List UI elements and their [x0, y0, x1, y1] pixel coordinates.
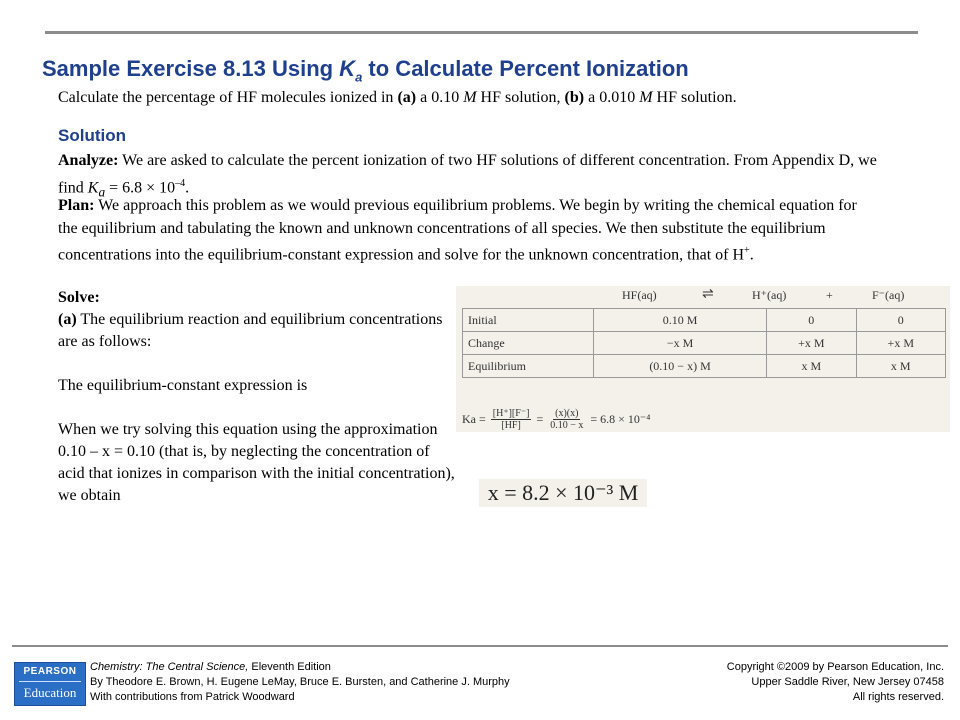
solve-part-a-text: The equilibrium reaction and equilibrium concentrations are as follows: — [58, 311, 443, 350]
plan-end: . — [749, 246, 754, 264]
footer-book-title: Chemistry: The Central Science, — [90, 661, 249, 673]
title-post: to Calculate Percent Ionization — [362, 56, 689, 81]
plan-superscript: + — [744, 245, 750, 256]
analyze-k: K — [87, 178, 99, 196]
ka-fraction-1 — [491, 408, 532, 431]
result-equation: x = 8.2 × 10⁻³ M — [479, 479, 647, 507]
cell-h: x M — [767, 355, 856, 378]
ka-expression-figure — [456, 402, 950, 432]
solve-label: Solve: — [58, 289, 100, 306]
footer-copyright — [727, 660, 944, 705]
q-part-a: (a) — [397, 89, 417, 106]
ka-denominator-2: 0.10 − x — [550, 420, 584, 431]
reaction-f: F⁻(aq) — [872, 288, 905, 302]
title-exercise-number: Sample Exercise 8.13 — [42, 56, 266, 81]
q-text-5: HF solution. — [652, 89, 737, 106]
analyze-value: = 6.8 × 10 — [105, 178, 176, 196]
logo-bottom-text: Education — [23, 685, 77, 700]
footer-authors: By Theodore E. Brown, H. Eugene LeMay, Bruce E. Bursten, and Catherine J. Murphy — [90, 676, 510, 688]
footer-edition: Eleventh Edition — [248, 661, 331, 673]
table-row — [463, 332, 946, 355]
footer-citation — [90, 660, 510, 705]
analyze-label: Analyze: — [58, 152, 119, 169]
analyze-text: We are asked to calculate the percent ionization of two HF solutions of different concentration. From Appendix D, we find — [58, 152, 877, 196]
cell-f: 0 — [856, 309, 945, 332]
solve-expression-text: The equilibrium-constant expression is — [58, 377, 308, 394]
title-k-sub: a — [355, 69, 363, 85]
cell-hf: −x M — [594, 332, 767, 355]
title-k: K — [339, 56, 356, 81]
ka-equals: = — [536, 412, 544, 426]
cell-f: +x M — [856, 332, 945, 355]
solve-section — [58, 287, 458, 507]
footer-address: Upper Saddle River, New Jersey 07458 — [751, 676, 944, 688]
ka-rhs: = 6.8 × 10⁻⁴ — [590, 412, 651, 426]
ka-denominator-1: [HF] — [501, 420, 521, 431]
cell-hf: (0.10 − x) M — [594, 355, 767, 378]
question-text — [58, 89, 737, 107]
table-row — [463, 309, 946, 332]
pearson-logo — [14, 662, 86, 706]
table-row — [463, 355, 946, 378]
analyze-end: . — [185, 178, 190, 196]
ka-fraction-2 — [548, 408, 585, 431]
page-title — [42, 56, 689, 84]
analyze-exponent: –4 — [175, 177, 186, 189]
cell-hf: 0.10 M — [594, 309, 767, 332]
reaction-hf: HF(aq) — [622, 288, 657, 302]
q-text-1: Calculate the percentage of HF molecules ionized in — [58, 89, 398, 106]
q-text-3: HF solution, — [476, 89, 565, 106]
plan-text: We approach this problem as we would previous equilibrium problems. We begin by writing the chemical equation for the equilibrium and tabulating the known and unknown concentrations of all species. We then substitute the equilibrium concentrations into the equilibrium-constant expression and solve for the unknown concentration, that of H — [58, 197, 857, 264]
q-text-2: a 0.10 — [416, 89, 464, 106]
ice-table — [462, 308, 946, 378]
bottom-rule — [12, 645, 948, 647]
analyze-k-sub: a — [98, 184, 106, 200]
plan-label: Plan: — [58, 197, 95, 214]
ka-numerator-1: [H⁺][F⁻] — [492, 408, 530, 419]
cell-h: +x M — [767, 332, 856, 355]
footer-contributions: With contributions from Patrick Woodward — [90, 691, 295, 703]
ice-table-figure — [456, 286, 950, 402]
row-label: Equilibrium — [463, 355, 594, 378]
row-label: Initial — [463, 309, 594, 332]
cell-h: 0 — [767, 309, 856, 332]
cell-f: x M — [856, 355, 945, 378]
plan-paragraph — [58, 195, 878, 267]
ka-lhs: Ka = — [462, 412, 486, 426]
solution-heading: Solution — [58, 126, 126, 145]
reaction-plus: + — [826, 288, 833, 302]
footer-rights: All rights reserved. — [852, 691, 944, 703]
ka-numerator-2: (x)(x) — [555, 408, 579, 419]
q-part-b: (b) — [564, 89, 585, 106]
footer-copyright-line: Copyright ©2009 by Pearson Education, Inc. — [726, 661, 944, 673]
top-rule — [45, 31, 918, 34]
logo-top-text: PEARSON — [23, 666, 77, 677]
solve-approximation-text: When we try solving this equation using the approximation 0.10 – x = 0.10 (that is, by neglecting the concentration of acid that ionizes in comparison with the initial concentration), we obtain — [58, 421, 455, 504]
solve-part-a: (a) — [58, 311, 77, 328]
q-text-4: a 0.010 — [584, 89, 640, 106]
logo-divider — [19, 681, 81, 682]
q-molar-1: M — [463, 89, 477, 106]
row-label: Change — [463, 332, 594, 355]
equilibrium-arrow: ⇌ — [702, 287, 714, 302]
title-pre: Using — [271, 56, 340, 81]
q-molar-2: M — [639, 89, 653, 106]
reaction-h: H⁺(aq) — [752, 288, 787, 302]
